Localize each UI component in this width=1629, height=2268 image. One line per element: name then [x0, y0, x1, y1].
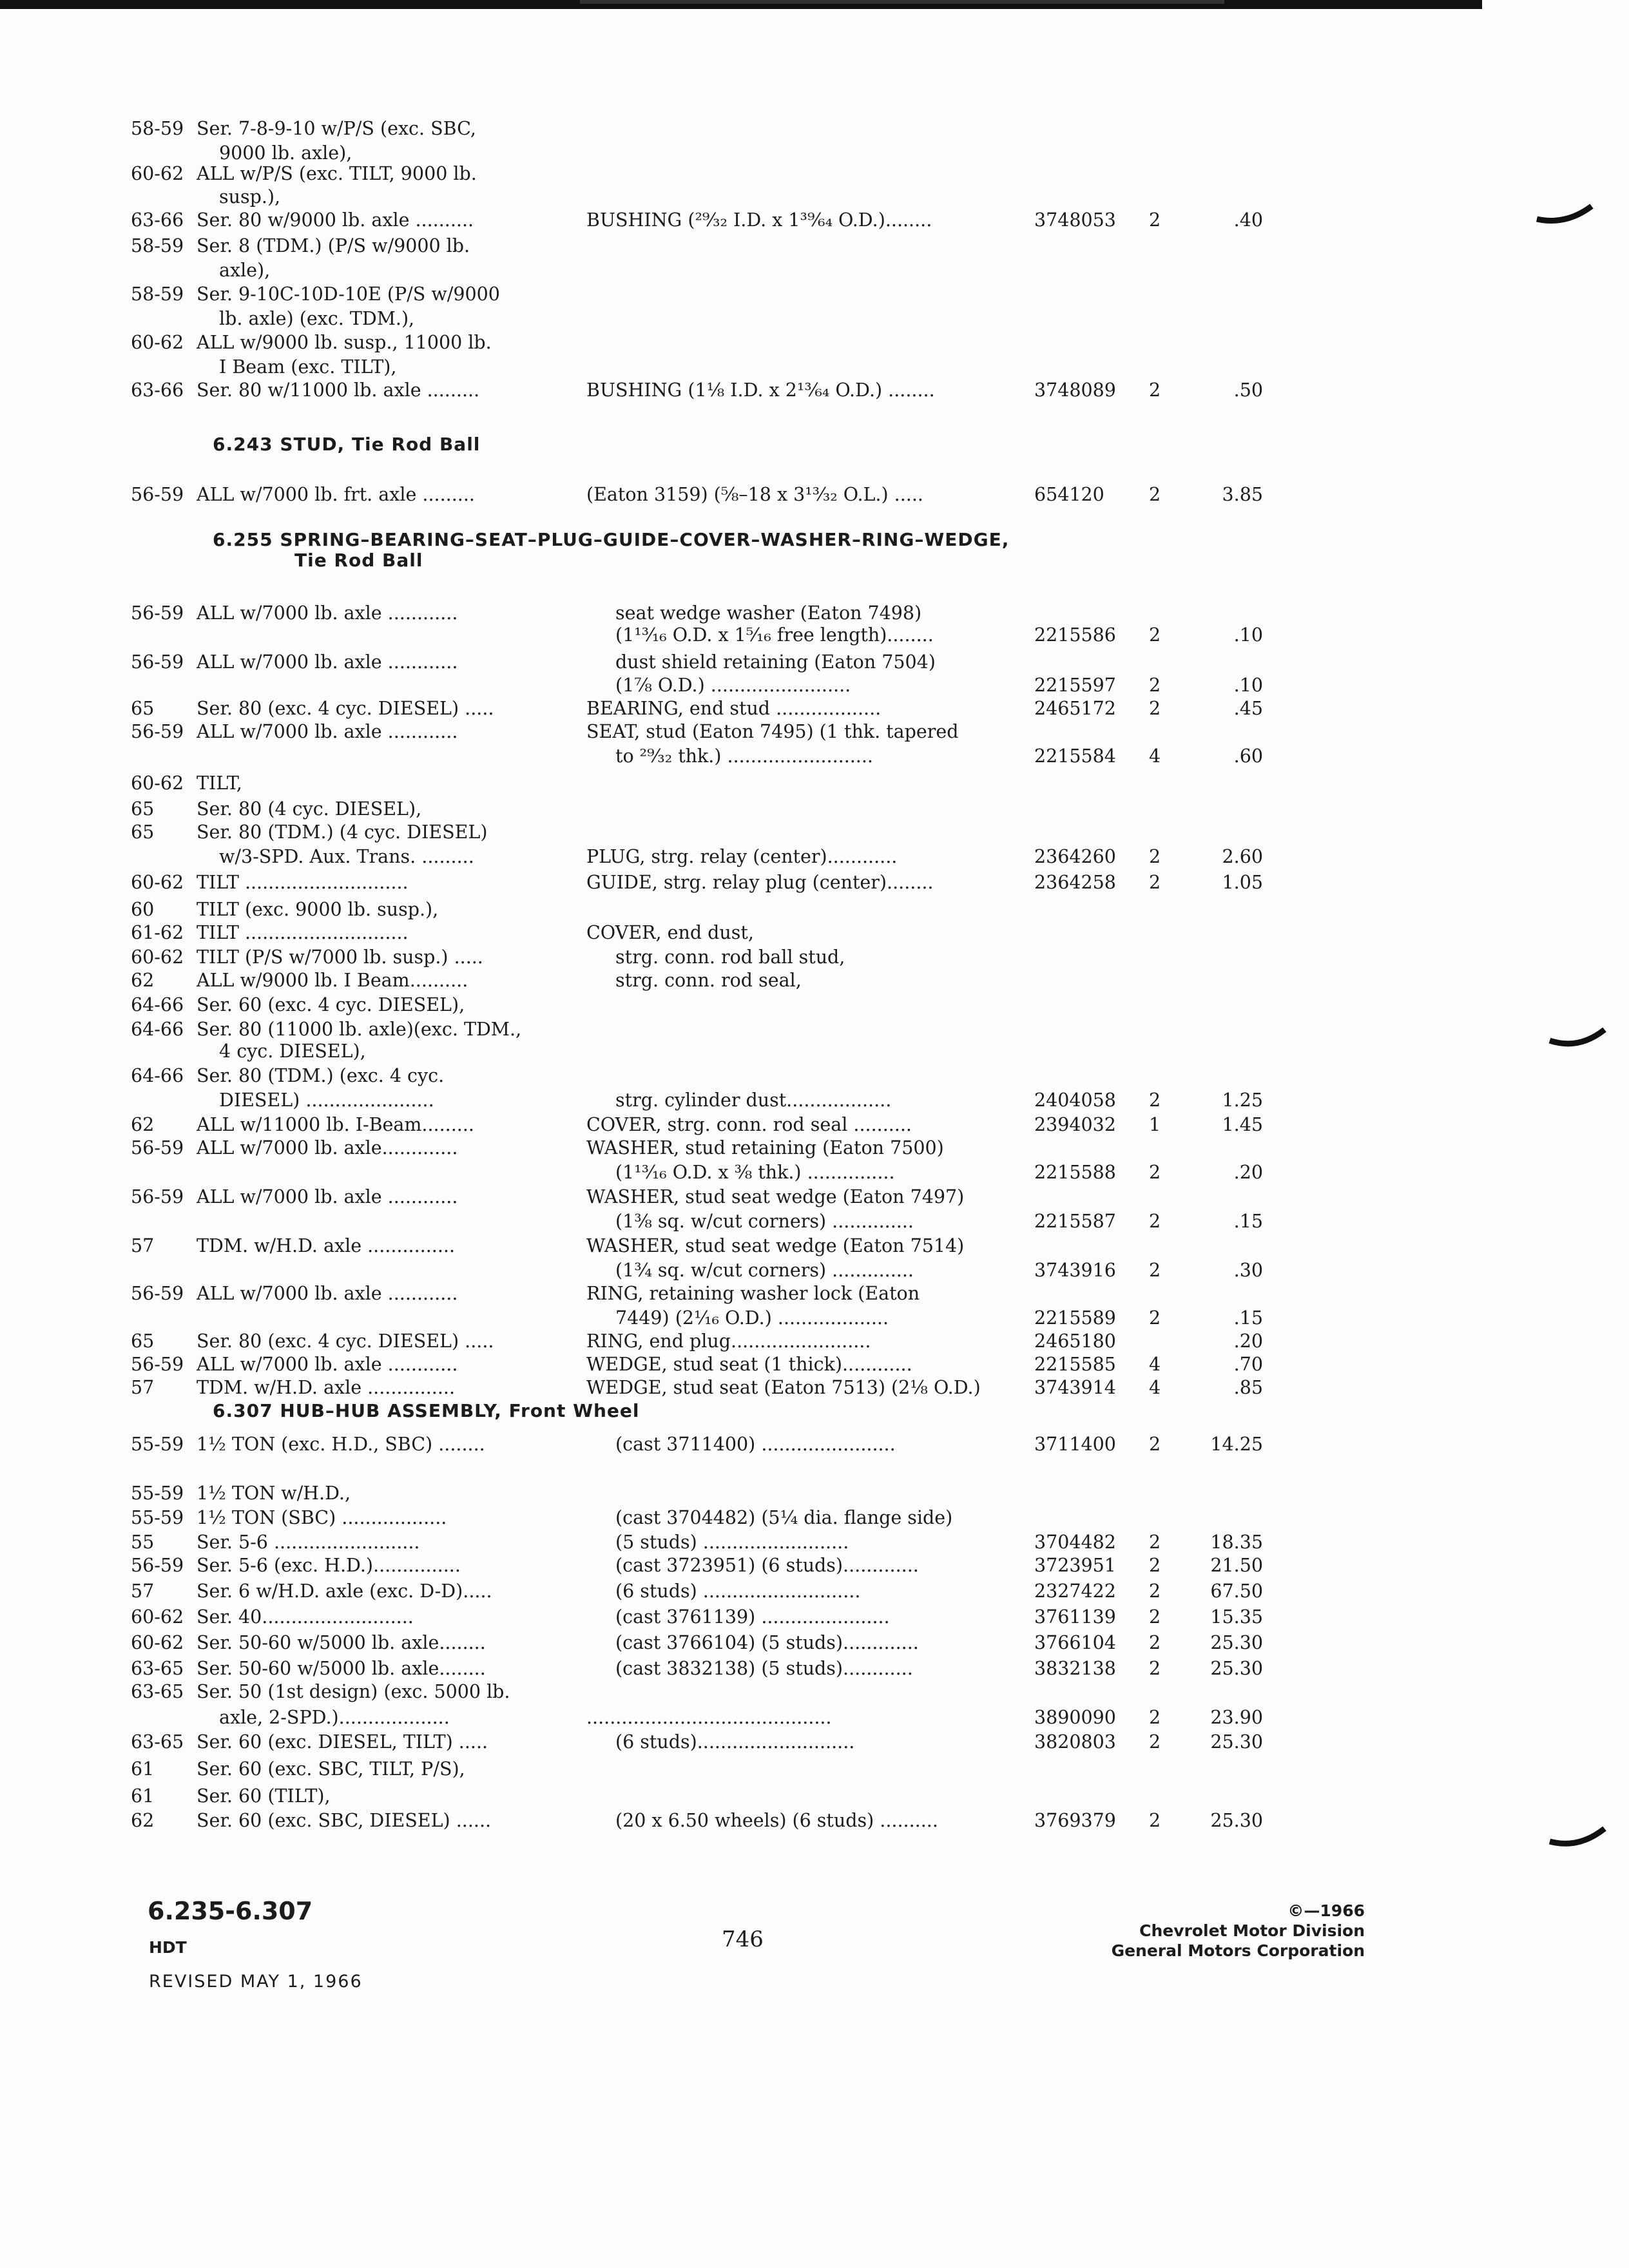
model-years: 63-66: [131, 380, 184, 401]
parts-row: [0, 233, 1629, 259]
quantity: 2: [1149, 1211, 1161, 1232]
model-years: 63-65: [131, 1731, 184, 1753]
parts-row: [0, 482, 1629, 508]
model-years: 57: [131, 1377, 155, 1398]
price: .85: [1233, 1377, 1263, 1398]
part-description: (5 studs) .........................: [615, 1532, 849, 1553]
part-number: 3761139: [1034, 1606, 1116, 1628]
part-number: 2215589: [1034, 1307, 1116, 1329]
parts-row: [0, 1432, 1629, 1457]
application: w/3-SPD. Aux. Trans. .........: [219, 846, 474, 867]
part-description: (cast 3704482) (5¼ dia. flange side): [615, 1507, 953, 1528]
application: 1½ TON (exc. H.D., SBC) ........: [197, 1434, 485, 1455]
model-years: 62: [131, 1810, 155, 1831]
parts-row: [0, 1530, 1629, 1555]
parts-row: [0, 1553, 1629, 1579]
parts-row: [0, 1604, 1629, 1630]
application: TILT ............................: [197, 922, 409, 943]
parts-row: [0, 696, 1629, 722]
part-description: (cast 3723951) (6 studs).............: [615, 1555, 919, 1576]
parts-row: [0, 306, 1629, 332]
part-number: 2327422: [1034, 1581, 1116, 1602]
application: Ser. 80 w/11000 lb. axle .........: [197, 380, 480, 401]
price: .70: [1233, 1354, 1263, 1375]
binding-mark-3: [1547, 1817, 1611, 1856]
price: .40: [1233, 209, 1263, 231]
application: TDM. w/H.D. axle ...............: [197, 1377, 456, 1398]
application: Ser. 80 (TDM.) (exc. 4 cyc.: [197, 1065, 445, 1086]
parts-row: [0, 992, 1629, 1018]
parts-row: [0, 378, 1629, 403]
parts-row: [0, 622, 1629, 648]
application: Ser. 9-10C-10D-10E (P/S w/9000: [197, 284, 500, 305]
price: 2.60: [1222, 846, 1263, 867]
model-years: 56-59: [131, 1137, 184, 1158]
parts-row: [0, 945, 1629, 970]
parts-row: [0, 771, 1629, 796]
application: 9000 lb. axle),: [219, 142, 352, 164]
parts-row: [0, 719, 1629, 745]
price: .50: [1233, 380, 1263, 401]
model-years: 60-62: [131, 332, 184, 353]
part-description: (cast 3832138) (5 studs)............: [615, 1658, 913, 1679]
model-years: 57: [131, 1235, 155, 1256]
parts-row: [0, 897, 1629, 923]
part-number: 654120: [1034, 484, 1104, 505]
quantity: 2: [1149, 624, 1161, 646]
model-years: 63-65: [131, 1681, 184, 1702]
parts-row: [0, 258, 1629, 284]
parts-row: [0, 1063, 1629, 1089]
quantity: 2: [1149, 698, 1161, 719]
model-years: 62: [131, 1114, 155, 1135]
part-number: 2364258: [1034, 872, 1116, 893]
part-description: WASHER, stud seat wedge (Eaton 7514): [586, 1235, 965, 1256]
part-description: GUIDE, strg. relay plug (center)........: [586, 872, 934, 893]
application: ALL w/9000 lb. I Beam..........: [197, 970, 468, 991]
part-description: WEDGE, stud seat (1 thick)............: [586, 1354, 912, 1375]
model-years: 56-59: [131, 1186, 184, 1207]
parts-row: [0, 1281, 1629, 1307]
quantity: 2: [1149, 1658, 1161, 1679]
parts-row: [0, 1505, 1629, 1531]
quantity: 2: [1149, 1162, 1161, 1183]
model-years: 56-59: [131, 721, 184, 742]
quantity: 2: [1149, 1632, 1161, 1653]
application: Ser. 40..........................: [197, 1606, 414, 1628]
parts-row: [0, 1135, 1629, 1161]
application: Ser. 80 (exc. 4 cyc. DIESEL) .....: [197, 1331, 494, 1352]
application: ALL w/P/S (exc. TILT, 9000 lb.: [197, 163, 477, 184]
parts-row: [0, 796, 1629, 822]
parts-row: [0, 1783, 1629, 1809]
footer-company-division: Chevrolet Motor Division: [1139, 1921, 1365, 1940]
part-description: PLUG, strg. relay (center)............: [586, 846, 898, 867]
model-years: 61: [131, 1758, 155, 1780]
model-years: 63-66: [131, 209, 184, 231]
part-description: (1¾ sq. w/cut corners) ..............: [615, 1260, 914, 1281]
application: ALL w/7000 lb. axle ............: [197, 1186, 458, 1207]
parts-row: [0, 744, 1629, 769]
price: .30: [1233, 1260, 1263, 1281]
price: .15: [1233, 1211, 1263, 1232]
application: TILT (exc. 9000 lb. susp.),: [197, 899, 439, 920]
model-years: 56-59: [131, 1283, 184, 1304]
price: 25.30: [1210, 1810, 1263, 1831]
application: lb. axle) (exc. TDM.),: [219, 308, 415, 329]
model-years: 61-62: [131, 922, 184, 943]
part-description: seat wedge washer (Eaton 7498): [615, 602, 922, 624]
application: TILT (P/S w/7000 lb. susp.) .....: [197, 947, 483, 968]
parts-row: [0, 1039, 1629, 1064]
model-years: 56-59: [131, 651, 184, 673]
section-heading: [0, 1398, 1629, 1424]
part-number: 2215597: [1034, 675, 1116, 696]
application: TDM. w/H.D. axle ...............: [197, 1235, 456, 1256]
footer-company-corporation: General Motors Corporation: [1111, 1941, 1365, 1960]
application: axle),: [219, 260, 271, 281]
part-number: 3743914: [1034, 1377, 1116, 1398]
quantity: 2: [1149, 209, 1161, 231]
footer-division-code: HDT: [149, 1938, 187, 1957]
application: Ser. 80 w/9000 lb. axle ..........: [197, 209, 474, 231]
price: 1.05: [1222, 872, 1263, 893]
parts-row: [0, 649, 1629, 675]
application: Ser. 50 (1st design) (exc. 5000 lb.: [197, 1681, 510, 1702]
application: ALL w/7000 lb. axle ............: [197, 602, 458, 624]
application: ALL w/7000 lb. axle.............: [197, 1137, 458, 1158]
footer-revised-date: REVISED MAY 1, 1966: [149, 1972, 363, 1992]
parts-row: [0, 1729, 1629, 1755]
quantity: 2: [1149, 846, 1161, 867]
part-number: 3704482: [1034, 1532, 1116, 1553]
part-number: 3832138: [1034, 1658, 1116, 1679]
quantity: 2: [1149, 1581, 1161, 1602]
parts-row: [0, 1160, 1629, 1186]
model-years: 64-66: [131, 1019, 184, 1040]
quantity: 4: [1149, 745, 1161, 767]
part-description: (cast 3711400) .......................: [615, 1434, 896, 1455]
parts-row: [0, 161, 1629, 187]
price: .20: [1233, 1162, 1263, 1183]
parts-row: [0, 1329, 1629, 1354]
part-description: (1¹³⁄₁₆ O.D. x 1⁵⁄₁₆ free length)........: [615, 624, 934, 646]
parts-row: [0, 1630, 1629, 1656]
application: Ser. 60 (exc. SBC, TILT, P/S),: [197, 1758, 465, 1780]
price: 18.35: [1210, 1532, 1263, 1553]
part-number: 2364260: [1034, 846, 1116, 867]
price: .10: [1233, 675, 1263, 696]
part-description: (1⅜ sq. w/cut corners) ..............: [615, 1211, 914, 1232]
footer-copyright: ©—1966: [1287, 1901, 1365, 1920]
price: 1.45: [1222, 1114, 1263, 1135]
model-years: 58-59: [131, 284, 184, 305]
model-years: 56-59: [131, 1555, 184, 1576]
parts-row: [0, 1112, 1629, 1138]
quantity: 2: [1149, 675, 1161, 696]
section-heading: [0, 548, 1629, 573]
price: 14.25: [1210, 1434, 1263, 1455]
quantity: 2: [1149, 872, 1161, 893]
application: Ser. 5-6 .........................: [197, 1532, 420, 1553]
parts-row: [0, 1481, 1629, 1506]
quantity: 2: [1149, 484, 1161, 505]
part-description: (cast 3766104) (5 studs).............: [615, 1632, 919, 1653]
part-number: 3766104: [1034, 1632, 1116, 1653]
application: Ser. 5-6 (exc. H.D.)...............: [197, 1555, 461, 1576]
application: Ser. 6 w/H.D. axle (exc. D-D).....: [197, 1581, 492, 1602]
model-years: 65: [131, 798, 155, 820]
model-years: 65: [131, 698, 155, 719]
quantity: 2: [1149, 1434, 1161, 1455]
part-number: 2215585: [1034, 1354, 1116, 1375]
quantity: 1: [1149, 1114, 1161, 1135]
quantity: 2: [1149, 1810, 1161, 1831]
part-description: (20 x 6.50 wheels) (6 studs) ..........: [615, 1810, 938, 1831]
model-years: 61: [131, 1785, 155, 1807]
quantity: 2: [1149, 380, 1161, 401]
model-years: 57: [131, 1581, 155, 1602]
model-years: 62: [131, 970, 155, 991]
part-description: WASHER, stud retaining (Eaton 7500): [586, 1137, 944, 1158]
parts-row: [0, 1656, 1629, 1682]
quantity: 4: [1149, 1377, 1161, 1398]
parts-row: [0, 184, 1629, 210]
parts-row: [0, 1088, 1629, 1113]
model-years: 60-62: [131, 1632, 184, 1653]
part-description: BUSHING (²⁹⁄₃₂ I.D. x 1³⁹⁄₆₄ O.D.)........: [586, 209, 932, 231]
quantity: 2: [1149, 1606, 1161, 1628]
application: ALL w/7000 lb. frt. axle .........: [197, 484, 475, 505]
parts-row: [0, 1756, 1629, 1782]
part-number: 2394032: [1034, 1114, 1116, 1135]
model-years: 55: [131, 1532, 155, 1553]
model-years: 56-59: [131, 602, 184, 624]
quantity: 2: [1149, 1731, 1161, 1753]
application: Ser. 80 (11000 lb. axle)(exc. TDM.,: [197, 1019, 522, 1040]
model-years: 64-66: [131, 994, 184, 1015]
parts-row: [0, 1808, 1629, 1834]
application: ALL w/7000 lb. axle ............: [197, 1283, 458, 1304]
application: DIESEL) ......................: [219, 1090, 434, 1111]
price: .15: [1233, 1307, 1263, 1329]
application: susp.),: [219, 186, 281, 207]
parts-row: [0, 820, 1629, 845]
part-description: COVER, end dust,: [586, 922, 754, 943]
section-heading-text: Tie Rod Ball: [294, 550, 423, 571]
section-heading-text: 6.255 SPRING–BEARING–SEAT–PLUG–GUIDE–COVER–WASHER–RING–WEDGE,: [213, 529, 1010, 550]
application: Ser. 60 (TILT),: [197, 1785, 331, 1807]
part-description: (6 studs)...........................: [615, 1731, 855, 1753]
model-years: 60-62: [131, 872, 184, 893]
part-description: strg. cylinder dust..................: [615, 1090, 892, 1111]
part-description: (Eaton 3159) (⅝–18 x 3¹³⁄₃₂ O.L.) .....: [586, 484, 923, 505]
model-years: 64-66: [131, 1065, 184, 1086]
part-number: 3769379: [1034, 1810, 1116, 1831]
application: ALL w/9000 lb. susp., 11000 lb.: [197, 332, 492, 353]
model-years: 56-59: [131, 1354, 184, 1375]
binding-mark-1: [1534, 193, 1598, 232]
model-years: 60-62: [131, 163, 184, 184]
application: Ser. 60 (exc. DIESEL, TILT) .....: [197, 1731, 488, 1753]
price: .45: [1233, 698, 1263, 719]
part-number: 3743916: [1034, 1260, 1116, 1281]
part-number: 3711400: [1034, 1434, 1116, 1455]
parts-row: [0, 920, 1629, 946]
model-years: 63-65: [131, 1658, 184, 1679]
parts-row: [0, 207, 1629, 233]
application: TILT,: [197, 773, 242, 794]
application: ALL w/7000 lb. axle ............: [197, 1354, 458, 1375]
part-number: 3820803: [1034, 1731, 1116, 1753]
model-years: 65: [131, 822, 155, 843]
part-number: 2465180: [1034, 1331, 1116, 1352]
part-description: BEARING, end stud ..................: [586, 698, 882, 719]
price: .10: [1233, 624, 1263, 646]
price: .20: [1233, 1331, 1263, 1352]
parts-row: [0, 844, 1629, 870]
part-number: 2215587: [1034, 1211, 1116, 1232]
price: .60: [1233, 745, 1263, 767]
parts-row: [0, 968, 1629, 994]
model-years: 65: [131, 1331, 155, 1352]
section-heading-text: 6.307 HUB–HUB ASSEMBLY, Front Wheel: [213, 1400, 640, 1421]
parts-row: [0, 1258, 1629, 1283]
application: I Beam (exc. TILT),: [219, 356, 397, 378]
part-number: 2215586: [1034, 624, 1116, 646]
parts-row: [0, 1705, 1629, 1731]
model-years: 56-59: [131, 484, 184, 505]
model-years: 55-59: [131, 1434, 184, 1455]
model-years: 55-59: [131, 1507, 184, 1528]
part-number: 3748053: [1034, 209, 1116, 231]
parts-row: [0, 1579, 1629, 1604]
quantity: 4: [1149, 1354, 1161, 1375]
model-years: 58-59: [131, 118, 184, 139]
price: 3.85: [1222, 484, 1263, 505]
parts-row: [0, 1209, 1629, 1235]
part-description: strg. conn. rod seal,: [615, 970, 802, 991]
price: 21.50: [1210, 1555, 1263, 1576]
part-description: RING, end plug........................: [586, 1331, 871, 1352]
section-heading: [0, 432, 1629, 457]
application: 1½ TON w/H.D.,: [197, 1483, 351, 1504]
page-number: 746: [722, 1927, 764, 1952]
part-description: COVER, strg. conn. rod seal ..........: [586, 1114, 912, 1135]
part-description: RING, retaining washer lock (Eaton: [586, 1283, 920, 1304]
price: 25.30: [1210, 1658, 1263, 1679]
part-description: dust shield retaining (Eaton 7504): [615, 651, 936, 673]
section-heading-text: 6.243 STUD, Tie Rod Ball: [213, 434, 481, 455]
application: Ser. 50-60 w/5000 lb. axle........: [197, 1632, 486, 1653]
part-number: 3723951: [1034, 1555, 1116, 1576]
application: ALL w/11000 lb. I-Beam.........: [197, 1114, 474, 1135]
quantity: 2: [1149, 1707, 1161, 1728]
part-description: 7449) (2¹⁄₁₆ O.D.) ...................: [615, 1307, 889, 1329]
part-number: 2215584: [1034, 745, 1116, 767]
application: Ser. 50-60 w/5000 lb. axle........: [197, 1658, 486, 1679]
parts-row: [0, 1375, 1629, 1401]
application: Ser. 80 (TDM.) (4 cyc. DIESEL): [197, 822, 488, 843]
model-years: 55-59: [131, 1483, 184, 1504]
model-years: 60-62: [131, 947, 184, 968]
parts-row: [0, 673, 1629, 698]
parts-row: [0, 1184, 1629, 1210]
part-number: 3890090: [1034, 1707, 1116, 1728]
part-description: WEDGE, stud seat (Eaton 7513) (2⅛ O.D.): [586, 1377, 981, 1398]
application: TILT ............................: [197, 872, 409, 893]
application: Ser. 7-8-9-10 w/P/S (exc. SBC,: [197, 118, 476, 139]
model-years: 60: [131, 899, 155, 920]
parts-row: [0, 330, 1629, 356]
parts-row: [0, 354, 1629, 380]
parts-row: [0, 1352, 1629, 1378]
application: ALL w/7000 lb. axle ............: [197, 651, 458, 673]
part-description: to ²⁹⁄₃₂ thk.) .........................: [615, 745, 873, 767]
application: 1½ TON (SBC) ..................: [197, 1507, 447, 1528]
parts-row: [0, 1679, 1629, 1705]
application: 4 cyc. DIESEL),: [219, 1041, 366, 1062]
quantity: 2: [1149, 1307, 1161, 1329]
price: 25.30: [1210, 1731, 1263, 1753]
application: Ser. 60 (exc. 4 cyc. DIESEL),: [197, 994, 465, 1015]
parts-row: [0, 1233, 1629, 1259]
quantity: 2: [1149, 1260, 1161, 1281]
model-years: 58-59: [131, 235, 184, 256]
part-number: 2215588: [1034, 1162, 1116, 1183]
quantity: 2: [1149, 1090, 1161, 1111]
application: axle, 2-SPD.)...................: [219, 1707, 450, 1728]
price: 67.50: [1210, 1581, 1263, 1602]
quantity: 2: [1149, 1555, 1161, 1576]
part-number: 2404058: [1034, 1090, 1116, 1111]
model-years: 60-62: [131, 1606, 184, 1628]
price: 23.90: [1210, 1707, 1263, 1728]
application: Ser. 60 (exc. SBC, DIESEL) ......: [197, 1810, 492, 1831]
binding-mark-2: [1547, 1018, 1611, 1057]
part-description: (1¹³⁄₁₆ O.D. x ⅜ thk.) ...............: [615, 1162, 895, 1183]
part-description: (cast 3761139) ......................: [615, 1606, 890, 1628]
part-description: WASHER, stud seat wedge (Eaton 7497): [586, 1186, 965, 1207]
part-description: BUSHING (1⅛ I.D. x 2¹³⁄₆₄ O.D.) ........: [586, 380, 935, 401]
part-description: (1⅞ O.D.) ........................: [615, 675, 851, 696]
price: 1.25: [1222, 1090, 1263, 1111]
part-number: 2465172: [1034, 698, 1116, 719]
parts-row: [0, 1305, 1629, 1331]
part-description: strg. conn. rod ball stud,: [615, 947, 845, 968]
price: 25.30: [1210, 1632, 1263, 1653]
parts-row: [0, 116, 1629, 142]
footer-section-range: 6.235-6.307: [148, 1897, 313, 1925]
part-number: 3748089: [1034, 380, 1116, 401]
application: Ser. 80 (exc. 4 cyc. DIESEL) .....: [197, 698, 494, 719]
application: Ser. 8 (TDM.) (P/S w/9000 lb.: [197, 235, 470, 256]
parts-row: [0, 870, 1629, 896]
part-description: (6 studs) ...........................: [615, 1581, 861, 1602]
model-years: 60-62: [131, 773, 184, 794]
quantity: 2: [1149, 1532, 1161, 1553]
parts-row: [0, 282, 1629, 307]
application: Ser. 80 (4 cyc. DIESEL),: [197, 798, 422, 820]
part-description: ..........................................: [586, 1707, 832, 1728]
application: ALL w/7000 lb. axle ............: [197, 721, 458, 742]
part-description: SEAT, stud (Eaton 7495) (1 thk. tapered: [586, 721, 959, 742]
price: 15.35: [1210, 1606, 1263, 1628]
